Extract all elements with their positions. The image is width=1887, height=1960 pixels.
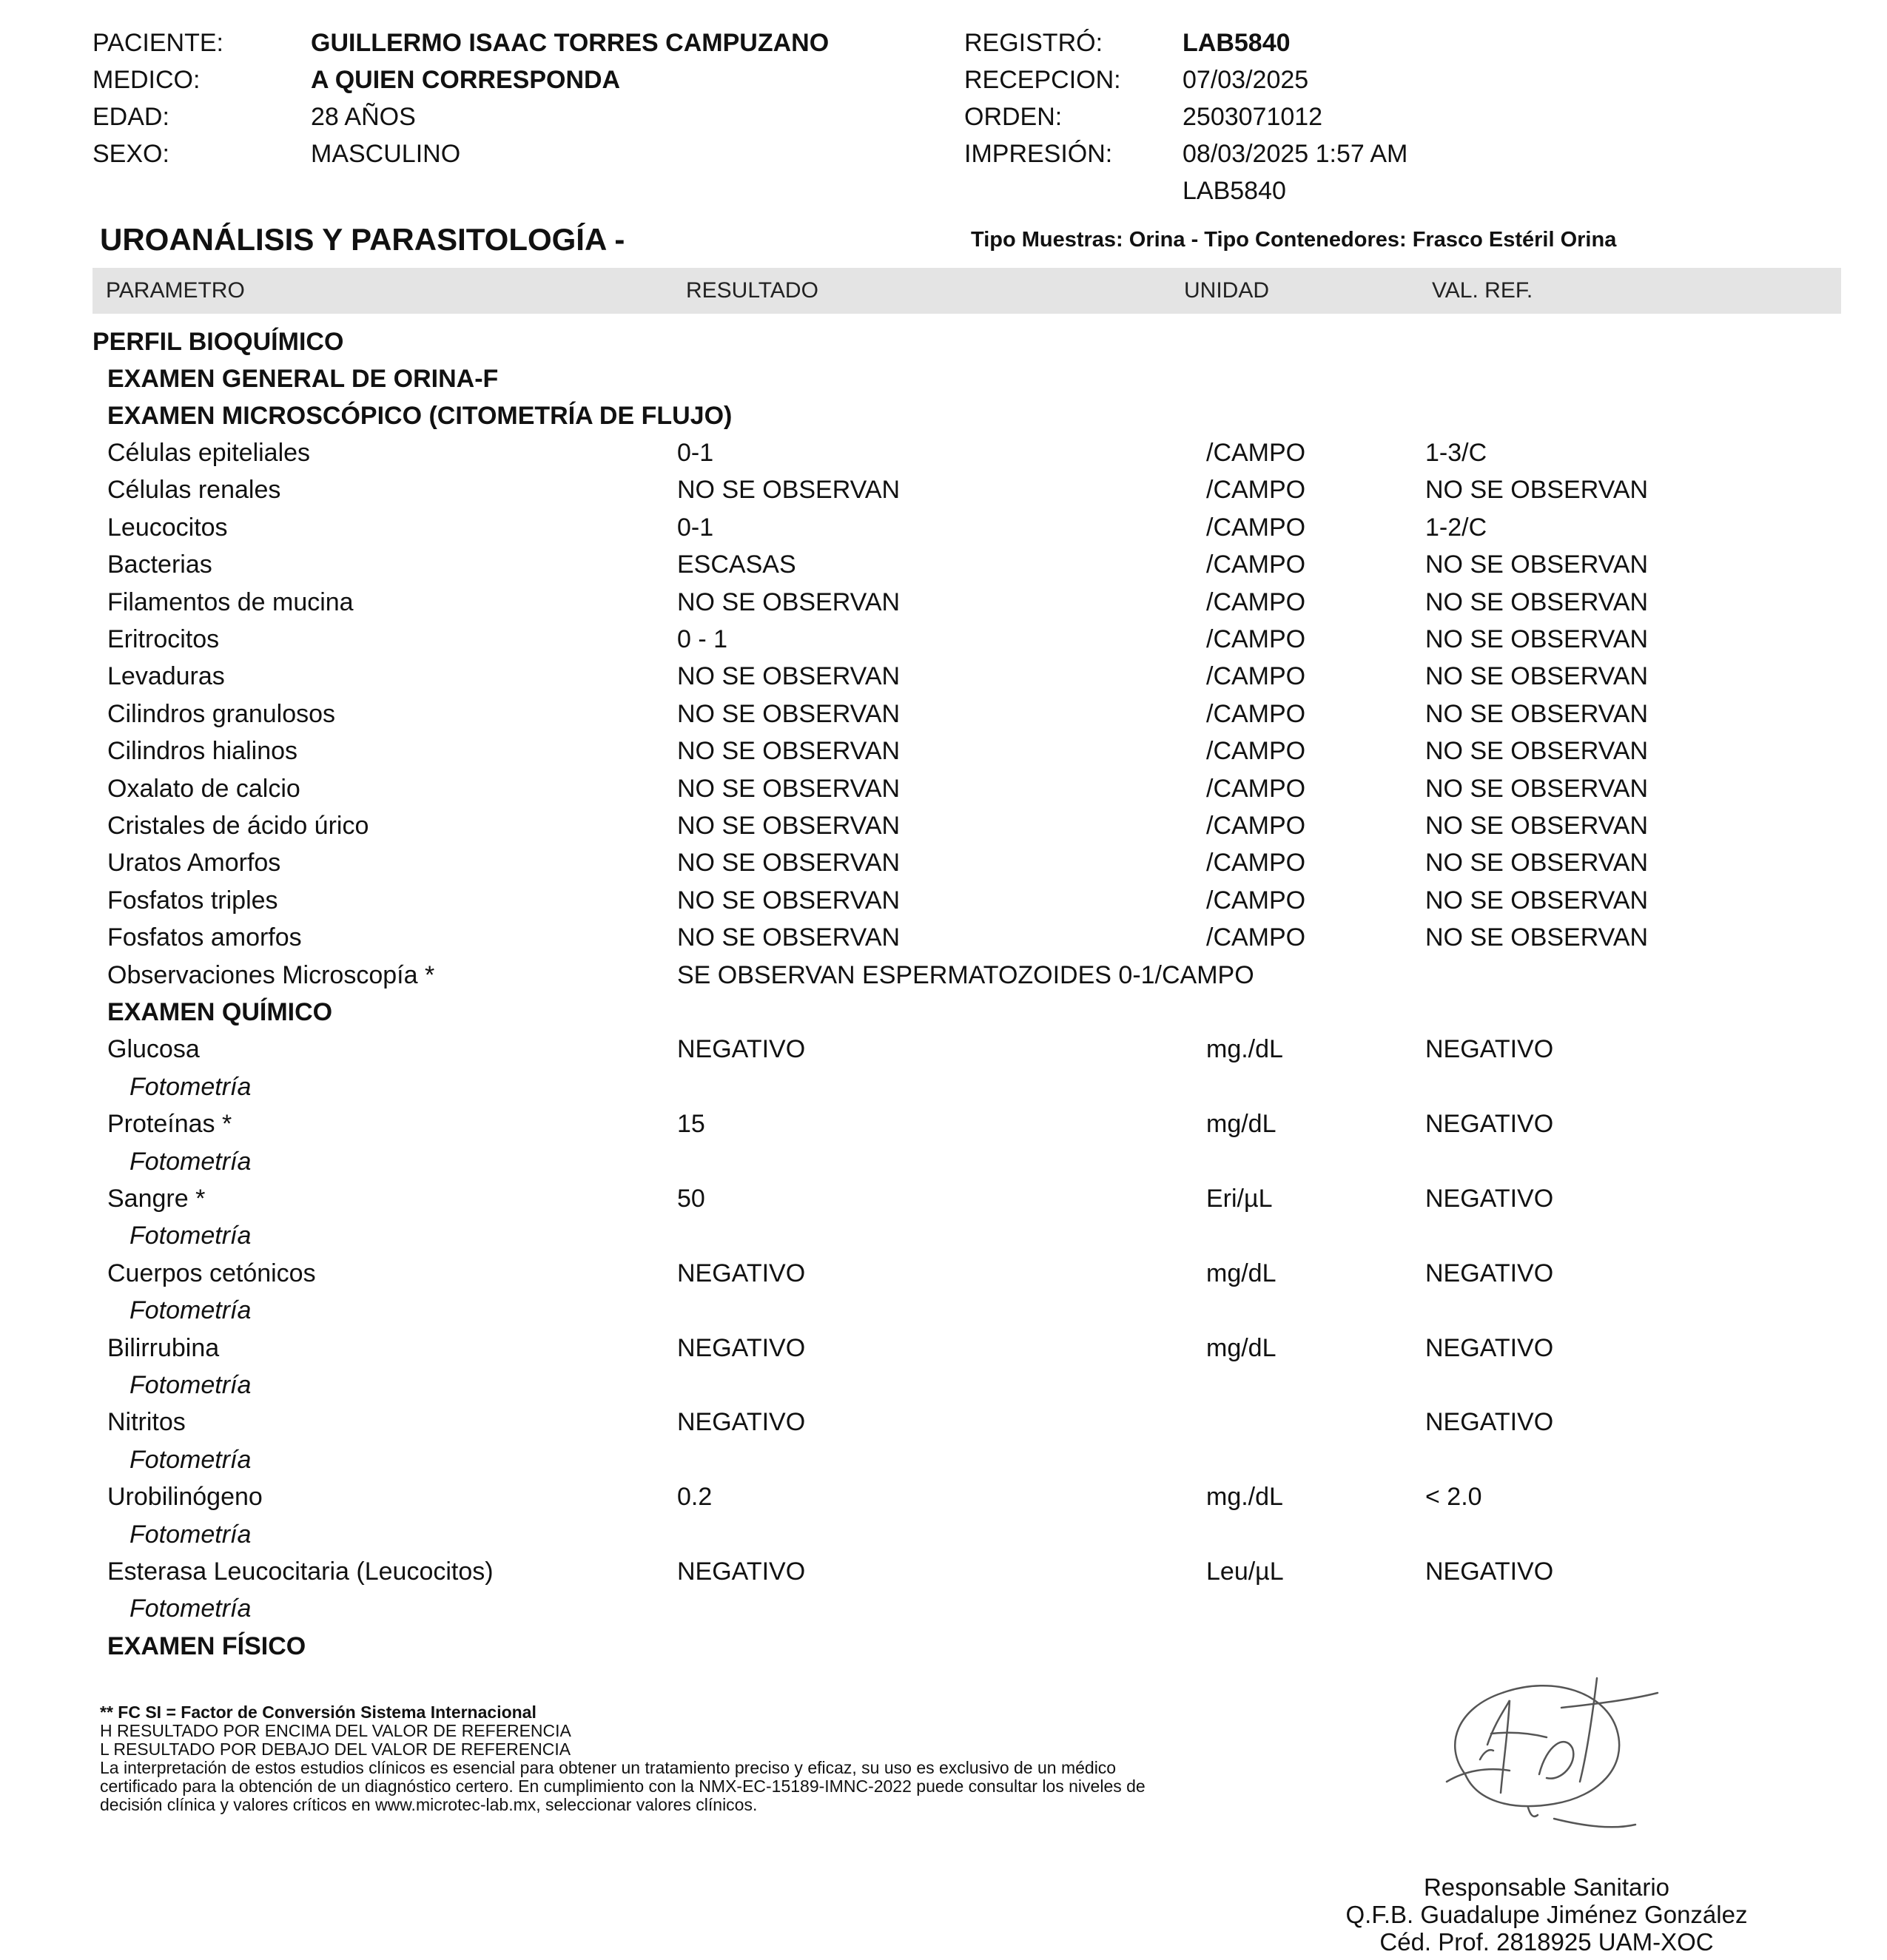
signature-image (1436, 1663, 1680, 1848)
label-paciente: PACIENTE: (92, 29, 223, 57)
row-param: Leucocitos (107, 513, 228, 542)
row-result: NO SE OBSERVAN (677, 700, 901, 728)
row-ref: 1-2/C (1425, 513, 1487, 542)
order-number: 2503071012 (1183, 103, 1323, 131)
heading-micro: EXAMEN MICROSCÓPICO (CITOMETRÍA DE FLUJO) (107, 402, 733, 430)
footer-note-1: La interpretación de estos estudios clínicos es esencial para obtener un tratamiento preciso y eficaz, su uso es exclusivo de un médico (100, 1758, 1117, 1777)
row-param: Cristales de ácido úrico (107, 812, 369, 840)
row-ref: NEGATIVO (1425, 1557, 1554, 1586)
row-param: Células renales (107, 476, 281, 504)
row-ref: NO SE OBSERVAN (1425, 775, 1649, 803)
row-ref: 1-3/C (1425, 439, 1487, 467)
row-param: Esterasa Leucocitaria (Leucocitos) (107, 1557, 494, 1586)
row-method: Fotometría (130, 1371, 252, 1399)
patient-sex: MASCULINO (311, 140, 461, 168)
row-ref: NEGATIVO (1425, 1334, 1554, 1362)
row-unit: /CAMPO (1206, 812, 1306, 840)
row-param: Sangre * (107, 1185, 206, 1213)
row-method: Fotometría (130, 1222, 252, 1250)
row-result: NEGATIVO (677, 1035, 806, 1063)
col-unidad: UNIDAD (1184, 278, 1270, 303)
sample-info: Tipo Muestras: Orina - Tipo Contenedores: Frasco Estéril Orina (971, 228, 1617, 252)
label-orden: ORDEN: (964, 103, 1063, 131)
row-unit: /CAMPO (1206, 513, 1306, 542)
row-ref: NO SE OBSERVAN (1425, 886, 1649, 915)
row-result: 0 - 1 (677, 625, 728, 653)
row-param: Eritrocitos (107, 625, 220, 653)
row-unit: /CAMPO (1206, 625, 1306, 653)
row-param: Glucosa (107, 1035, 200, 1063)
row-unit: /CAMPO (1206, 588, 1306, 616)
footer-notes (100, 1703, 1146, 1814)
row-result: 0.2 (677, 1483, 713, 1511)
row-result: NO SE OBSERVAN (677, 476, 901, 504)
registro-value: LAB5840 (1183, 29, 1291, 57)
row-ref: NO SE OBSERVAN (1425, 550, 1649, 579)
heading-general: EXAMEN GENERAL DE ORINA-F (107, 365, 499, 393)
row-param: Fosfatos amorfos (107, 923, 302, 952)
footer-fc: ** FC SI = Factor de Conversión Sistema Internacional (100, 1703, 536, 1722)
row-result: NO SE OBSERVAN (677, 849, 901, 877)
row-result: ESCASAS (677, 550, 796, 579)
heading-quimico: EXAMEN QUÍMICO (107, 998, 333, 1026)
label-medico: MEDICO: (92, 66, 201, 94)
row-unit: /CAMPO (1206, 439, 1306, 467)
label-edad: EDAD: (92, 103, 169, 131)
row-ref: NO SE OBSERVAN (1425, 476, 1649, 504)
row-result: NEGATIVO (677, 1334, 806, 1362)
row-unit: Leu/µL (1206, 1557, 1284, 1586)
row-unit: /CAMPO (1206, 550, 1306, 579)
row-result: 0-1 (677, 513, 714, 542)
row-method: Fotometría (130, 1520, 252, 1549)
row-ref: NO SE OBSERVAN (1425, 662, 1649, 690)
label-impresion: IMPRESIÓN: (964, 140, 1113, 168)
row-result: NO SE OBSERVAN (677, 662, 901, 690)
row-param: Cilindros hialinos (107, 737, 298, 765)
row-param: Oxalato de calcio (107, 775, 300, 803)
row-param: Filamentos de mucina (107, 588, 354, 616)
row-result: 50 (677, 1185, 705, 1213)
row-result: NEGATIVO (677, 1259, 806, 1287)
row-method: Fotometría (130, 1148, 252, 1176)
row-result: NO SE OBSERVAN (677, 812, 901, 840)
row-param: Bacterias (107, 550, 212, 579)
doctor-name: A QUIEN CORRESPONDA (311, 66, 621, 94)
row-ref: NO SE OBSERVAN (1425, 700, 1649, 728)
row-ref: NEGATIVO (1425, 1408, 1554, 1436)
row-ref: NO SE OBSERVAN (1425, 625, 1649, 653)
row-param: Uratos Amorfos (107, 849, 281, 877)
col-valref: VAL. REF. (1432, 278, 1533, 303)
observaciones-param: Observaciones Microscopía * (107, 961, 435, 989)
row-result: NO SE OBSERVAN (677, 923, 901, 952)
row-ref: NO SE OBSERVAN (1425, 849, 1649, 877)
row-result: NO SE OBSERVAN (677, 588, 901, 616)
row-param: Cuerpos cetónicos (107, 1259, 316, 1287)
footer-l: L RESULTADO POR DEBAJO DEL VALOR DE REFERENCIA (100, 1740, 571, 1759)
row-method: Fotometría (130, 1446, 252, 1474)
row-ref: NO SE OBSERVAN (1425, 923, 1649, 952)
row-result: NO SE OBSERVAN (677, 737, 901, 765)
column-header-bar (92, 268, 1841, 314)
row-ref: NO SE OBSERVAN (1425, 737, 1649, 765)
row-method: Fotometría (130, 1296, 252, 1324)
col-parametro: PARAMETRO (106, 278, 245, 303)
row-ref: NEGATIVO (1425, 1110, 1554, 1138)
row-unit: mg./dL (1206, 1483, 1283, 1511)
label-recepcion: RECEPCION: (964, 66, 1121, 94)
row-unit: mg/dL (1206, 1110, 1276, 1138)
row-unit: mg/dL (1206, 1334, 1276, 1362)
row-unit: /CAMPO (1206, 662, 1306, 690)
signature-name: Q.F.B. Guadalupe Jiménez González (1345, 1901, 1748, 1928)
row-method: Fotometría (130, 1594, 252, 1623)
row-unit: /CAMPO (1206, 700, 1306, 728)
row-result: 15 (677, 1110, 705, 1138)
row-ref: NEGATIVO (1425, 1185, 1554, 1213)
row-unit: /CAMPO (1206, 737, 1306, 765)
row-param: Levaduras (107, 662, 225, 690)
signature-cedula: Céd. Prof. 2818925 UAM-XOC (1379, 1928, 1714, 1956)
row-ref: NEGATIVO (1425, 1035, 1554, 1063)
row-result: NEGATIVO (677, 1557, 806, 1586)
registro-extra: LAB5840 (1183, 177, 1286, 205)
signature-role: Responsable Sanitario (1423, 1873, 1670, 1901)
row-param: Proteínas * (107, 1110, 232, 1138)
row-param: Nitritos (107, 1408, 186, 1436)
label-sexo: SEXO: (92, 140, 169, 168)
footer-h: H RESULTADO POR ENCIMA DEL VALOR DE REFERENCIA (100, 1721, 571, 1740)
row-ref: NEGATIVO (1425, 1259, 1554, 1287)
row-unit: /CAMPO (1206, 849, 1306, 877)
row-param: Fosfatos triples (107, 886, 278, 915)
row-unit: /CAMPO (1206, 923, 1306, 952)
row-unit: mg/dL (1206, 1259, 1276, 1287)
row-result: NO SE OBSERVAN (677, 775, 901, 803)
row-param: Células epiteliales (107, 439, 311, 467)
row-param: Bilirrubina (107, 1334, 220, 1362)
row-result: NO SE OBSERVAN (677, 886, 901, 915)
row-result: 0-1 (677, 439, 714, 467)
row-ref: NO SE OBSERVAN (1425, 588, 1649, 616)
row-unit: mg./dL (1206, 1035, 1283, 1063)
recepcion-date: 07/03/2025 (1183, 66, 1309, 94)
row-unit: Eri/µL (1206, 1185, 1273, 1213)
heading-perfil: PERFIL BIOQUÍMICO (92, 328, 344, 356)
observaciones-result: SE OBSERVAN ESPERMATOZOIDES 0-1/CAMPO (677, 961, 1254, 989)
row-param: Urobilinógeno (107, 1483, 263, 1511)
footer-note-2: certificado para la obtención de un diagnóstico certero. En cumplimiento con la NMX-EC-15189-IMNC-2022 puede consultar los niveles de (100, 1777, 1146, 1796)
patient-age: 28 AÑOS (311, 103, 416, 131)
row-method: Fotometría (130, 1073, 252, 1101)
row-unit: /CAMPO (1206, 476, 1306, 504)
row-ref: NO SE OBSERVAN (1425, 812, 1649, 840)
row-param: Cilindros granulosos (107, 700, 336, 728)
heading-fisico: EXAMEN FÍSICO (107, 1632, 306, 1660)
section-title: UROANÁLISIS Y PARASITOLOGÍA - (100, 222, 625, 257)
label-registro: REGISTRÓ: (964, 29, 1103, 57)
footer-note-3: decisión clínica y valores críticos en www.microtec-lab.mx, seleccionar valores clínicos. (100, 1795, 758, 1814)
col-resultado: RESULTADO (686, 278, 818, 303)
row-unit: /CAMPO (1206, 775, 1306, 803)
print-date: 08/03/2025 1:57 AM (1183, 140, 1408, 168)
row-ref: < 2.0 (1425, 1483, 1482, 1511)
row-unit: /CAMPO (1206, 886, 1306, 915)
patient-name: GUILLERMO ISAAC TORRES CAMPUZANO (311, 29, 830, 57)
row-result: NEGATIVO (677, 1408, 806, 1436)
